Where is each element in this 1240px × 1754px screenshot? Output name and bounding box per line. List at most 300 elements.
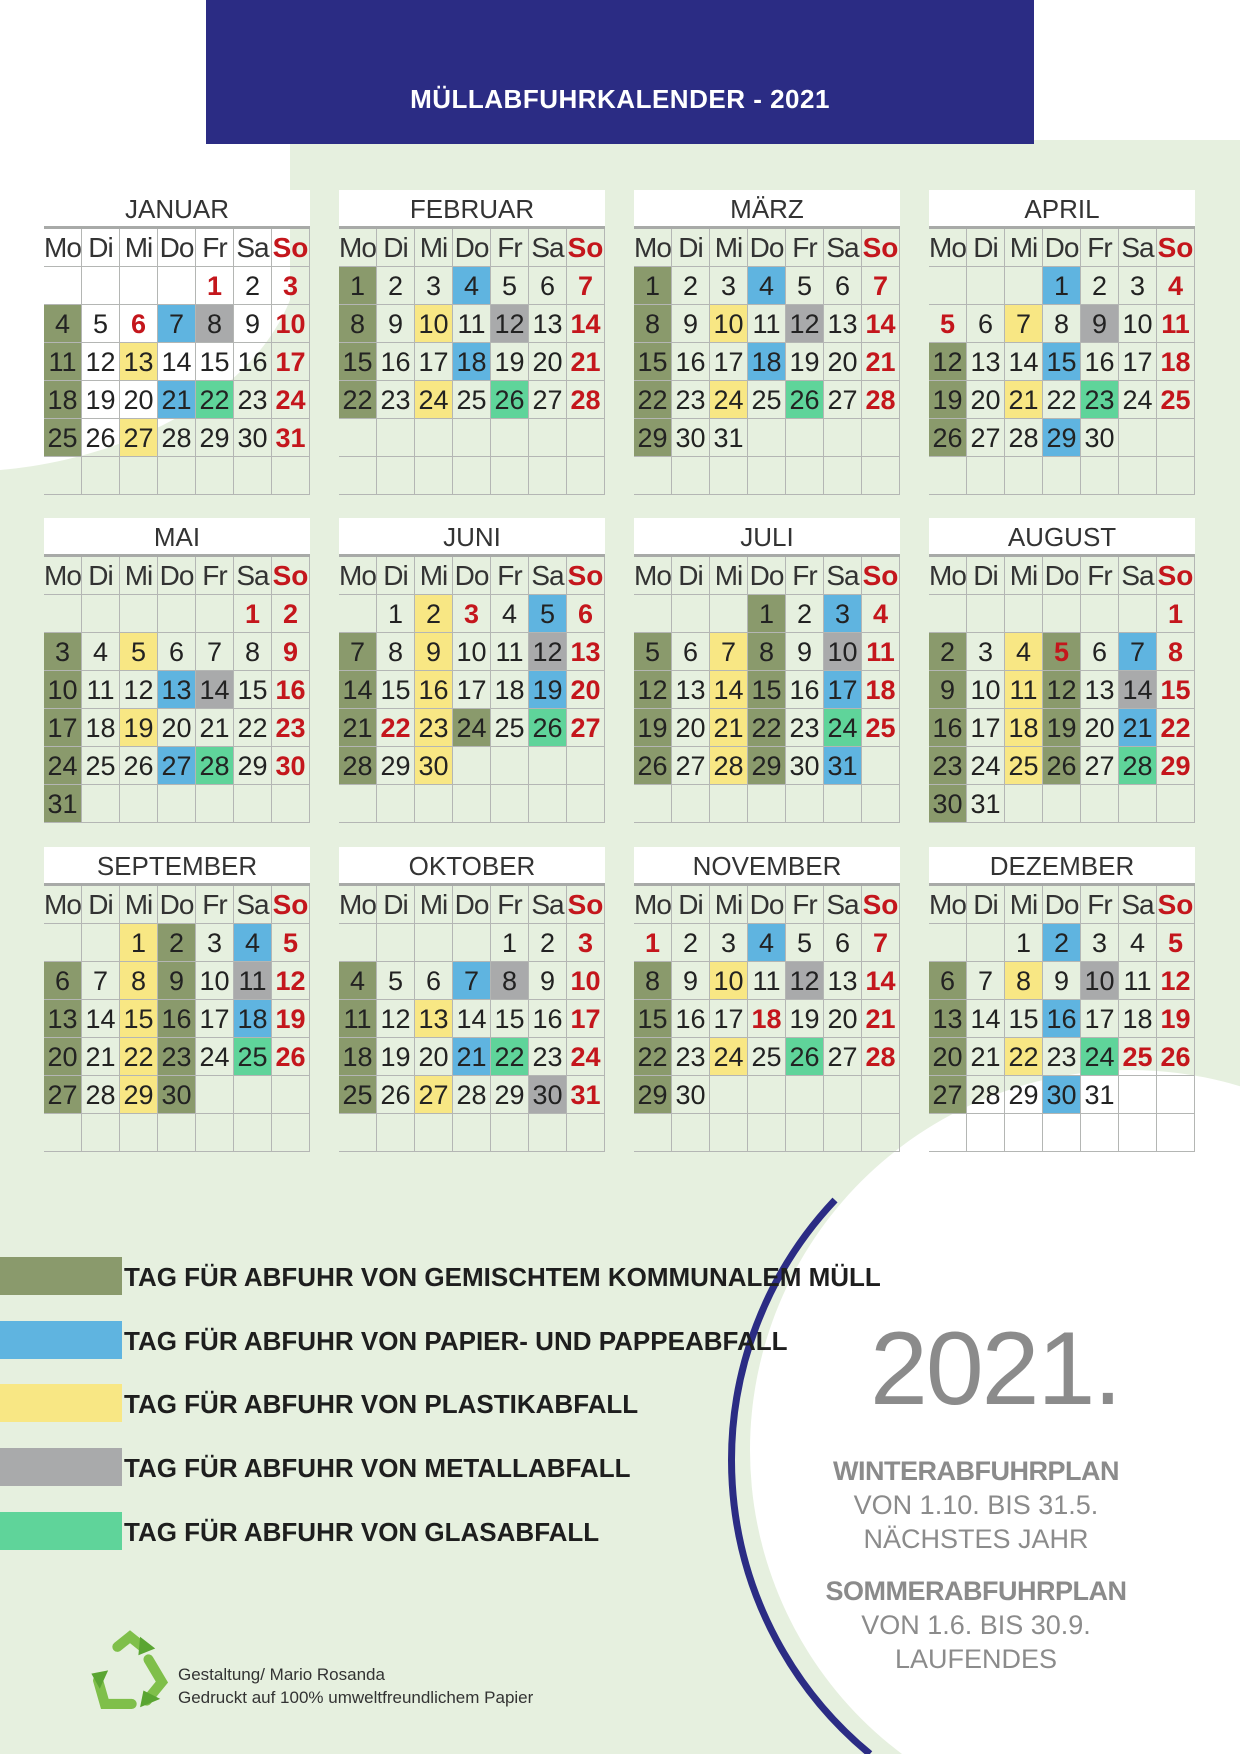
day-cell: 1 [120, 924, 158, 962]
weekday-header: Mi [1005, 886, 1043, 924]
empty-cell [567, 457, 605, 495]
weekday-header: Sa [234, 557, 272, 595]
day-cell: 13 [529, 305, 567, 343]
day-cell: 3 [1081, 924, 1119, 962]
weekday-header: Mi [120, 886, 158, 924]
day-cell: 31 [824, 747, 862, 785]
weekday-header: Fr [1081, 886, 1119, 924]
empty-cell [82, 267, 120, 305]
empty-cell [1081, 595, 1119, 633]
weekday-header: Mi [120, 557, 158, 595]
empty-cell [377, 457, 415, 495]
empty-cell [824, 457, 862, 495]
empty-cell [491, 785, 529, 823]
empty-cell [1005, 595, 1043, 633]
day-cell: 1 [634, 267, 672, 305]
day-cell: 4 [491, 595, 529, 633]
month-calendar [44, 190, 310, 495]
day-cell: 25 [491, 709, 529, 747]
weekday-header: Mo [339, 229, 377, 267]
day-cell: 25 [339, 1076, 377, 1114]
weekday-header: Mi [1005, 557, 1043, 595]
day-cell: 12 [82, 343, 120, 381]
day-cell: 22 [1005, 1038, 1043, 1076]
day-cell: 11 [748, 305, 786, 343]
day-cell: 30 [1043, 1076, 1081, 1114]
day-cell: 23 [1043, 1038, 1081, 1076]
day-cell: 7 [967, 962, 1005, 1000]
legend-label: TAG FÜR ABFUHR VON PAPIER- UND PAPPEABFALL [124, 1326, 788, 1356]
empty-cell [120, 595, 158, 633]
winter-plan-title: WINTERABFUHRPLAN [833, 1456, 1119, 1486]
weekday-header: Mo [44, 886, 82, 924]
day-cell: 6 [415, 962, 453, 1000]
empty-cell [120, 457, 158, 495]
empty-cell [862, 785, 900, 823]
day-cell: 23 [672, 1038, 710, 1076]
month-grid [44, 229, 310, 495]
day-cell: 15 [748, 671, 786, 709]
day-cell: 21 [862, 1000, 900, 1038]
empty-cell [1043, 595, 1081, 633]
day-cell: 10 [1081, 962, 1119, 1000]
day-cell: 24 [1119, 381, 1157, 419]
day-cell: 30 [672, 1076, 710, 1114]
day-cell: 21 [1119, 709, 1157, 747]
empty-cell [158, 457, 196, 495]
empty-cell [786, 419, 824, 457]
day-cell: 19 [786, 1000, 824, 1038]
day-cell: 29 [634, 1076, 672, 1114]
empty-cell [1081, 785, 1119, 823]
day-cell: 7 [710, 633, 748, 671]
day-cell: 19 [634, 709, 672, 747]
day-cell: 15 [339, 343, 377, 381]
empty-cell [1119, 1076, 1157, 1114]
day-cell: 22 [196, 381, 234, 419]
day-cell: 14 [1119, 671, 1157, 709]
day-cell: 12 [120, 671, 158, 709]
day-cell: 9 [529, 962, 567, 1000]
legend-swatch [0, 1512, 122, 1550]
day-cell: 14 [453, 1000, 491, 1038]
day-cell: 9 [234, 305, 272, 343]
day-cell: 30 [158, 1076, 196, 1114]
weekday-header: So [272, 886, 310, 924]
empty-cell [967, 457, 1005, 495]
day-cell: 7 [196, 633, 234, 671]
day-cell: 8 [120, 962, 158, 1000]
day-cell: 12 [529, 633, 567, 671]
day-cell: 3 [272, 267, 310, 305]
day-cell: 16 [786, 671, 824, 709]
day-cell: 12 [1043, 671, 1081, 709]
day-cell: 19 [529, 671, 567, 709]
day-cell: 11 [1119, 962, 1157, 1000]
empty-cell [672, 457, 710, 495]
day-cell: 20 [44, 1038, 82, 1076]
day-cell: 28 [567, 381, 605, 419]
empty-cell [1157, 1076, 1195, 1114]
empty-cell [1081, 1114, 1119, 1152]
empty-cell [786, 1076, 824, 1114]
day-cell: 28 [1119, 747, 1157, 785]
day-cell: 17 [710, 343, 748, 381]
empty-cell [44, 1114, 82, 1152]
day-cell: 25 [862, 709, 900, 747]
empty-cell [967, 1114, 1005, 1152]
day-cell: 2 [529, 924, 567, 962]
weekday-header: Sa [824, 229, 862, 267]
day-cell: 20 [824, 343, 862, 381]
empty-cell [339, 785, 377, 823]
day-cell: 13 [672, 671, 710, 709]
day-cell: 29 [196, 419, 234, 457]
day-cell: 6 [824, 924, 862, 962]
day-cell: 15 [1043, 343, 1081, 381]
day-cell: 13 [824, 305, 862, 343]
day-cell: 15 [377, 671, 415, 709]
day-cell: 16 [929, 709, 967, 747]
day-cell: 14 [862, 305, 900, 343]
day-cell: 9 [672, 305, 710, 343]
month-calendar [44, 518, 310, 823]
day-cell: 4 [862, 595, 900, 633]
weekday-header: Fr [196, 557, 234, 595]
empty-cell [567, 419, 605, 457]
empty-cell [786, 1114, 824, 1152]
day-cell: 7 [82, 962, 120, 1000]
day-cell: 13 [824, 962, 862, 1000]
day-cell: 8 [377, 633, 415, 671]
weekday-header: So [1157, 229, 1195, 267]
weekday-header: Fr [491, 557, 529, 595]
empty-cell [529, 457, 567, 495]
empty-cell [158, 267, 196, 305]
empty-cell [1119, 457, 1157, 495]
day-cell: 2 [272, 595, 310, 633]
day-cell: 4 [82, 633, 120, 671]
day-cell: 24 [824, 709, 862, 747]
day-cell: 9 [1043, 962, 1081, 1000]
month-calendar [339, 190, 605, 495]
weekday-header: Sa [234, 229, 272, 267]
day-cell: 11 [1005, 671, 1043, 709]
empty-cell [82, 924, 120, 962]
weekday-header: Mo [634, 557, 672, 595]
day-cell: 14 [567, 305, 605, 343]
day-cell: 8 [634, 962, 672, 1000]
weekday-header: Sa [824, 557, 862, 595]
empty-cell [786, 457, 824, 495]
day-cell: 3 [967, 633, 1005, 671]
weekday-header: Di [82, 229, 120, 267]
empty-cell [415, 457, 453, 495]
page-title: MÜLLABFUHRKALENDER - 2021 [410, 84, 830, 114]
weekday-header: Do [748, 557, 786, 595]
day-cell: 27 [824, 381, 862, 419]
legend-swatch [0, 1321, 122, 1359]
empty-cell [634, 457, 672, 495]
day-cell: 27 [158, 747, 196, 785]
empty-cell [272, 1076, 310, 1114]
empty-cell [44, 924, 82, 962]
day-cell: 13 [929, 1000, 967, 1038]
day-cell: 30 [672, 419, 710, 457]
weekday-header: Do [453, 557, 491, 595]
empty-cell [1081, 457, 1119, 495]
month-calendar [929, 518, 1195, 823]
day-cell: 26 [529, 709, 567, 747]
day-cell: 31 [710, 419, 748, 457]
empty-cell [748, 785, 786, 823]
day-cell: 20 [567, 671, 605, 709]
day-cell: 17 [415, 343, 453, 381]
month-grid [339, 557, 605, 823]
day-cell: 23 [377, 381, 415, 419]
year-display: 2021. [870, 1311, 1121, 1427]
empty-cell [377, 924, 415, 962]
day-cell: 16 [158, 1000, 196, 1038]
header-bar [206, 0, 1034, 144]
month-grid [44, 557, 310, 823]
weekday-header: So [272, 229, 310, 267]
day-cell: 21 [567, 343, 605, 381]
day-cell: 26 [377, 1076, 415, 1114]
empty-cell [634, 785, 672, 823]
day-cell: 1 [234, 595, 272, 633]
weekday-header: Sa [1119, 229, 1157, 267]
day-cell: 27 [824, 1038, 862, 1076]
empty-cell [339, 924, 377, 962]
month-name: JUNI [339, 518, 605, 557]
empty-cell [158, 785, 196, 823]
day-cell: 8 [339, 305, 377, 343]
day-cell: 8 [1005, 962, 1043, 1000]
empty-cell [748, 419, 786, 457]
day-cell: 24 [567, 1038, 605, 1076]
day-cell: 26 [491, 381, 529, 419]
day-cell: 26 [1043, 747, 1081, 785]
empty-cell [748, 1076, 786, 1114]
day-cell: 5 [82, 305, 120, 343]
empty-cell [786, 785, 824, 823]
day-cell: 1 [1157, 595, 1195, 633]
day-cell: 4 [1005, 633, 1043, 671]
day-cell: 14 [196, 671, 234, 709]
empty-cell [339, 419, 377, 457]
day-cell: 1 [491, 924, 529, 962]
month-calendar [634, 847, 900, 1152]
weekday-header: Di [377, 229, 415, 267]
empty-cell [415, 1114, 453, 1152]
day-cell: 5 [786, 267, 824, 305]
day-cell: 15 [491, 1000, 529, 1038]
day-cell: 25 [82, 747, 120, 785]
day-cell: 29 [491, 1076, 529, 1114]
weekday-header: Mo [44, 557, 82, 595]
empty-cell [272, 785, 310, 823]
day-cell: 11 [862, 633, 900, 671]
day-cell: 28 [710, 747, 748, 785]
empty-cell [567, 747, 605, 785]
empty-cell [272, 1114, 310, 1152]
day-cell: 28 [862, 1038, 900, 1076]
empty-cell [196, 595, 234, 633]
month-grid [929, 886, 1195, 1152]
empty-cell [120, 785, 158, 823]
empty-cell [929, 267, 967, 305]
winter-plan-line1: VON 1.10. BIS 31.5. [853, 1490, 1099, 1520]
empty-cell [929, 457, 967, 495]
day-cell: 18 [1157, 343, 1195, 381]
weekday-header: Mo [339, 557, 377, 595]
weekday-header: Do [453, 886, 491, 924]
day-cell: 11 [234, 962, 272, 1000]
day-cell: 2 [1043, 924, 1081, 962]
day-cell: 23 [672, 381, 710, 419]
month-grid [44, 886, 310, 1152]
day-cell: 17 [567, 1000, 605, 1038]
day-cell: 1 [1043, 267, 1081, 305]
winter-plan [800, 1454, 1152, 1556]
day-cell: 16 [672, 343, 710, 381]
day-cell: 23 [529, 1038, 567, 1076]
month-name: JULI [634, 518, 900, 557]
weekday-header: Mi [710, 886, 748, 924]
empty-cell [529, 785, 567, 823]
day-cell: 12 [377, 1000, 415, 1038]
credits-printed: Gedruckt auf 100% umweltfreundlichem Papier [178, 1688, 534, 1707]
empty-cell [453, 457, 491, 495]
month-calendar [634, 190, 900, 495]
day-cell: 2 [377, 267, 415, 305]
day-cell: 6 [967, 305, 1005, 343]
day-cell: 11 [491, 633, 529, 671]
day-cell: 14 [862, 962, 900, 1000]
empty-cell [196, 785, 234, 823]
empty-cell [672, 1114, 710, 1152]
empty-cell [158, 1114, 196, 1152]
legend-label: TAG FÜR ABFUHR VON METALLABFALL [124, 1453, 631, 1483]
day-cell: 14 [158, 343, 196, 381]
weekday-header: Di [967, 229, 1005, 267]
weekday-header: So [567, 229, 605, 267]
weekday-header: Mi [120, 229, 158, 267]
day-cell: 18 [748, 343, 786, 381]
day-cell: 24 [44, 747, 82, 785]
day-cell: 4 [339, 962, 377, 1000]
day-cell: 30 [415, 747, 453, 785]
day-cell: 6 [929, 962, 967, 1000]
day-cell: 19 [786, 343, 824, 381]
day-cell: 30 [529, 1076, 567, 1114]
empty-cell [415, 924, 453, 962]
empty-cell [491, 747, 529, 785]
day-cell: 16 [415, 671, 453, 709]
empty-cell [824, 785, 862, 823]
weekday-header: Di [82, 557, 120, 595]
day-cell: 28 [967, 1076, 1005, 1114]
empty-cell [196, 1076, 234, 1114]
weekday-header: Di [967, 557, 1005, 595]
weekday-header: Do [1043, 886, 1081, 924]
day-cell: 13 [567, 633, 605, 671]
recycle-icon [88, 1630, 172, 1714]
credits-design: Gestaltung/ Mario Rosanda [178, 1665, 385, 1684]
day-cell: 26 [634, 747, 672, 785]
day-cell: 26 [929, 419, 967, 457]
weekday-header: Di [967, 886, 1005, 924]
weekday-header: Mi [415, 557, 453, 595]
day-cell: 23 [234, 381, 272, 419]
day-cell: 15 [196, 343, 234, 381]
day-cell: 28 [453, 1076, 491, 1114]
day-cell: 19 [491, 343, 529, 381]
day-cell: 11 [748, 962, 786, 1000]
day-cell: 19 [82, 381, 120, 419]
empty-cell [1157, 457, 1195, 495]
summer-plan-title: SOMMERABFUHRPLAN [825, 1576, 1127, 1606]
empty-cell [234, 785, 272, 823]
day-cell: 16 [1043, 1000, 1081, 1038]
day-cell: 16 [272, 671, 310, 709]
weekday-header: Mi [710, 557, 748, 595]
day-cell: 22 [634, 1038, 672, 1076]
weekday-header: Do [1043, 229, 1081, 267]
day-cell: 2 [1081, 267, 1119, 305]
day-cell: 17 [710, 1000, 748, 1038]
day-cell: 29 [1043, 419, 1081, 457]
weekday-header: Fr [786, 557, 824, 595]
day-cell: 31 [44, 785, 82, 823]
winter-plan-line2: NÄCHSTES JAHR [863, 1524, 1089, 1554]
day-cell: 2 [672, 267, 710, 305]
day-cell: 9 [786, 633, 824, 671]
day-cell: 15 [120, 1000, 158, 1038]
day-cell: 19 [377, 1038, 415, 1076]
day-cell: 1 [196, 267, 234, 305]
day-cell: 22 [234, 709, 272, 747]
day-cell: 12 [929, 343, 967, 381]
month-grid [929, 229, 1195, 495]
day-cell: 20 [120, 381, 158, 419]
day-cell: 16 [234, 343, 272, 381]
day-cell: 14 [967, 1000, 1005, 1038]
day-cell: 13 [415, 1000, 453, 1038]
day-cell: 23 [158, 1038, 196, 1076]
day-cell: 9 [929, 671, 967, 709]
empty-cell [196, 1114, 234, 1152]
weekday-header: Do [158, 886, 196, 924]
day-cell: 5 [634, 633, 672, 671]
day-cell: 3 [567, 924, 605, 962]
day-cell: 6 [158, 633, 196, 671]
day-cell: 10 [824, 633, 862, 671]
day-cell: 31 [967, 785, 1005, 823]
day-cell: 27 [672, 747, 710, 785]
month-name: FEBRUAR [339, 190, 605, 229]
weekday-header: Do [748, 229, 786, 267]
weekday-header: Di [377, 557, 415, 595]
day-cell: 25 [748, 1038, 786, 1076]
empty-cell [862, 747, 900, 785]
day-cell: 25 [234, 1038, 272, 1076]
day-cell: 13 [44, 1000, 82, 1038]
day-cell: 22 [634, 381, 672, 419]
legend-label: TAG FÜR ABFUHR VON GEMISCHTEM KOMMUNALEM MÜLL [124, 1262, 881, 1292]
day-cell: 24 [710, 1038, 748, 1076]
